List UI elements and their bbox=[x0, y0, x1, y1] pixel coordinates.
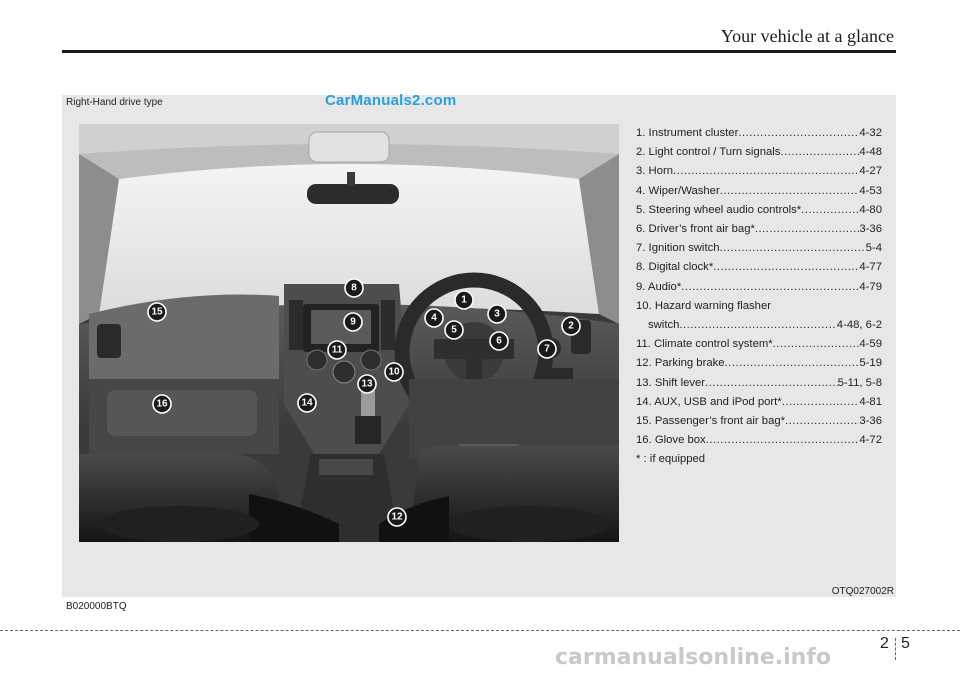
svg-text:11: 11 bbox=[331, 344, 343, 356]
chapter-number: 2 bbox=[880, 635, 889, 652]
legend-item-10-heading: 10. Hazard warning flasher bbox=[636, 299, 772, 312]
footer-rule bbox=[0, 630, 960, 631]
svg-text:4: 4 bbox=[431, 312, 437, 324]
callout-2 bbox=[562, 317, 580, 335]
legend-item: 11. Climate control system* ..... 4-59 bbox=[636, 335, 882, 354]
watermark-top[interactable]: CarManuals2.com bbox=[325, 92, 457, 109]
page-number: 5 bbox=[901, 635, 910, 652]
svg-text:8: 8 bbox=[351, 282, 357, 294]
legend-item: 7. Ignition switch ..... 5-4 bbox=[636, 239, 882, 258]
legend-item: 2. Light control / Turn signals ..... 4-48 bbox=[636, 143, 882, 162]
legend-item: 4. Wiper/Washer ..... 4-53 bbox=[636, 182, 882, 201]
legend-item: 3. Horn ..... 4-27 bbox=[636, 162, 882, 181]
svg-text:1: 1 bbox=[461, 294, 467, 306]
callout-10 bbox=[385, 363, 403, 381]
legend-footnote: * : if equipped bbox=[636, 453, 706, 466]
header-rule bbox=[62, 50, 896, 53]
legend-item: 16. Glove box ..... 4-72 bbox=[636, 431, 882, 450]
svg-text:7: 7 bbox=[544, 343, 550, 355]
legend-item: 1. Instrument cluster ..... 4-32 bbox=[636, 124, 882, 143]
callout-5 bbox=[445, 321, 463, 339]
legend-item: 6. Driver’s front air bag* ..... 3-36 bbox=[636, 220, 882, 239]
svg-text:14: 14 bbox=[301, 397, 313, 409]
svg-text:16: 16 bbox=[156, 398, 168, 410]
component-legend bbox=[636, 124, 882, 470]
legend-item: 15. Passenger’s front air bag* ..... 3-36 bbox=[636, 412, 882, 431]
callout-1 bbox=[455, 291, 473, 309]
dashboard-photo bbox=[79, 124, 619, 542]
legend-item: 8. Digital clock* ..... 4-77 bbox=[636, 258, 882, 277]
callout-16 bbox=[153, 395, 171, 413]
svg-text:9: 9 bbox=[350, 316, 356, 328]
svg-text:3: 3 bbox=[494, 308, 500, 320]
svg-text:10: 10 bbox=[388, 366, 400, 378]
callout-7 bbox=[538, 340, 556, 358]
callout-6 bbox=[490, 332, 508, 350]
callout-11 bbox=[328, 341, 346, 359]
callout-12 bbox=[388, 508, 406, 526]
legend-item: 9. Audio* ..... 4-79 bbox=[636, 278, 882, 297]
page-number-separator bbox=[895, 638, 896, 660]
callout-3 bbox=[488, 305, 506, 323]
section-code: B020000BTQ bbox=[66, 601, 127, 612]
svg-text:2: 2 bbox=[568, 320, 574, 332]
variant-label: Right-Hand drive type bbox=[66, 97, 163, 108]
image-code: OTQ027002R bbox=[831, 586, 894, 597]
svg-text:6: 6 bbox=[496, 335, 502, 347]
legend-item: 12. Parking brake ..... 5-19 bbox=[636, 354, 882, 373]
svg-text:13: 13 bbox=[361, 378, 373, 390]
legend-item: 14. AUX, USB and iPod port* ..... 4-81 bbox=[636, 393, 882, 412]
callout-8 bbox=[345, 279, 363, 297]
legend-item: 13. Shift lever ..... 5-11, 5-8 bbox=[636, 374, 882, 393]
legend-item: switch ..... 4-48, 6-2 bbox=[636, 316, 882, 335]
callout-4 bbox=[425, 309, 443, 327]
legend-item: 5. Steering wheel audio controls* ..... 4-80 bbox=[636, 201, 882, 220]
callout-14 bbox=[298, 394, 316, 412]
watermark-bottom[interactable]: carmanualsonline.info bbox=[555, 645, 831, 670]
svg-text:12: 12 bbox=[391, 511, 403, 523]
svg-text:5: 5 bbox=[451, 324, 457, 336]
page-header-title: Your vehicle at a glance bbox=[720, 26, 894, 46]
callout-9 bbox=[344, 313, 362, 331]
svg-text:15: 15 bbox=[151, 306, 163, 318]
callout-15 bbox=[148, 303, 166, 321]
callout-13 bbox=[358, 375, 376, 393]
